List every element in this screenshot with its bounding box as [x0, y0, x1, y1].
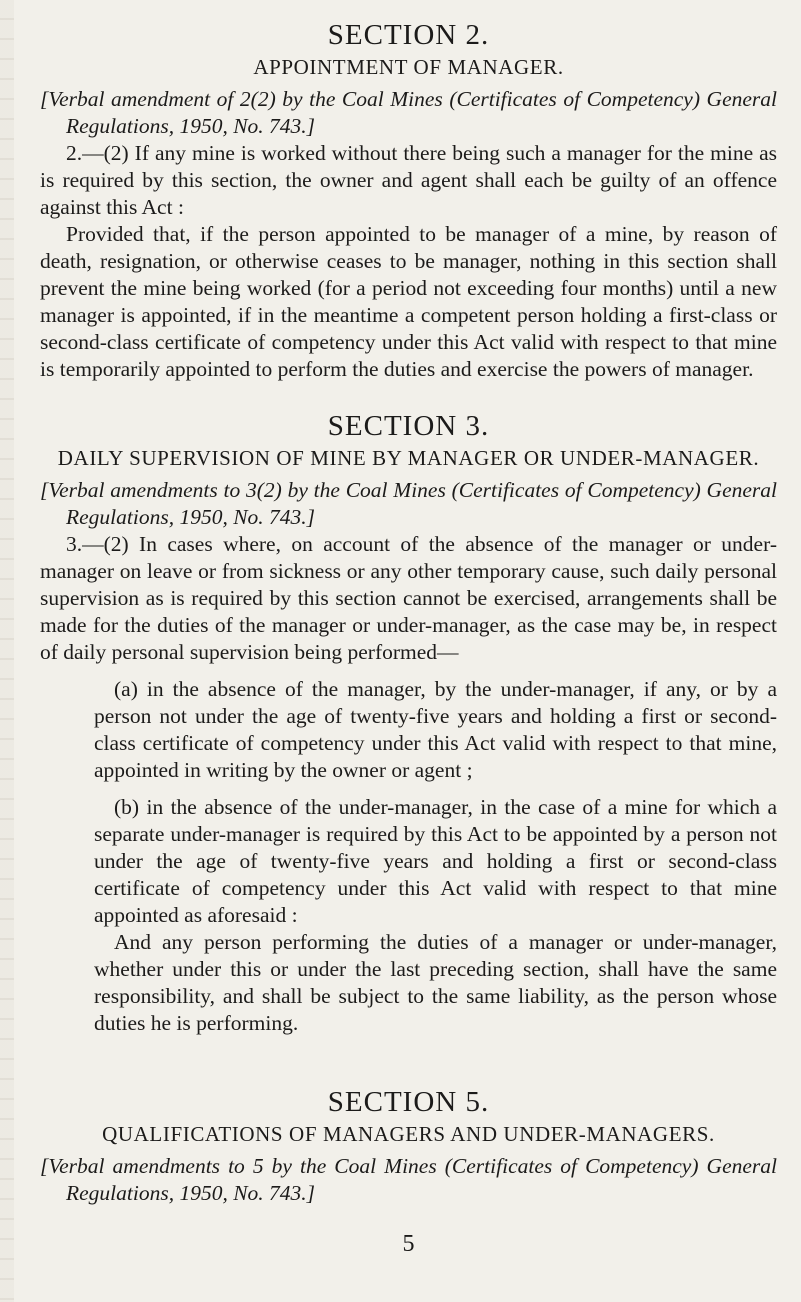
- section-heading: SECTION 5.: [327, 1086, 490, 1118]
- section-heading: SECTION 3.: [327, 410, 490, 442]
- amendment-note: [Verbal amendments to 3(2) by the Coal Mines (Certificates of Competency) General Regulations, 1950, No. 743.]: [40, 478, 777, 529]
- section-subheading: DAILY SUPERVISION OF MINE BY MANAGER OR UNDER-MANAGER.: [57, 446, 760, 470]
- list-item-a: (a) in the absence of the manager, by the under-manager, if any, or by a person not under the age of twenty-five years and holding a first or second-class certificate of competency under this Act valid with respect to that mine, appointed in writing by the owner or agent ;: [94, 677, 777, 782]
- section-subheading: QUALIFICATIONS OF MANAGERS AND UNDER-MANAGERS.: [102, 1122, 715, 1146]
- paragraph: 3.—(2) In cases where, on account of the absence of the manager or under-manager on leave or from sickness or any other temporary cause, such daily personal supervision as is required by this section cannot be exercised, arrangements shall be made for the duties of the manager or under-manager, as the case may be, in respect of daily personal supervision being performed—: [40, 532, 777, 664]
- section-2: [40, 18, 777, 383]
- section-3: [40, 409, 777, 1037]
- section-subheading: APPOINTMENT OF MANAGER.: [253, 55, 564, 79]
- amendment-note: [Verbal amendment of 2(2) by the Coal Mines (Certificates of Competency) General Regulations, 1950, No. 743.]: [40, 87, 777, 138]
- paragraph: 2.—(2) If any mine is worked without there being such a manager for the mine as is required by this section, the owner and agent shall each be guilty of an offence against this Act :: [40, 141, 777, 219]
- section-heading: SECTION 2.: [327, 19, 490, 51]
- paragraph: And any person performing the duties of a manager or under-manager, whether under this or under the last preceding section, shall have the same responsibility, and shall be subject to the same liability, as the person whose duties he is performing.: [94, 930, 777, 1035]
- page-number: 5: [402, 1231, 415, 1257]
- paragraph: Provided that, if the person appointed to be manager of a mine, by reason of death, resignation, or otherwise ceases to be manager, nothing in this section shall prevent the mine being worked (for a period not exceeding four months) until a new manager is appointed, if in the meantime a competent person holding a first-class or second-class certificate of competency under this Act valid with respect to that mine is temporarily appointed to perform the duties and exercise the powers of manager.: [40, 222, 777, 381]
- section-5: [40, 1085, 777, 1207]
- amendment-note: [Verbal amendments to 5 by the Coal Mines (Certificates of Competency) General Regulations, 1950, No. 743.]: [40, 1154, 777, 1205]
- list-item-b: (b) in the absence of the under-manager, in the case of a mine for which a separate under-manager is required by this Act to be appointed by a person not under the age of twenty-five years and holding a first or second-class certificate of competency under this Act valid with respect to that mine appointed as aforesaid :: [94, 795, 777, 927]
